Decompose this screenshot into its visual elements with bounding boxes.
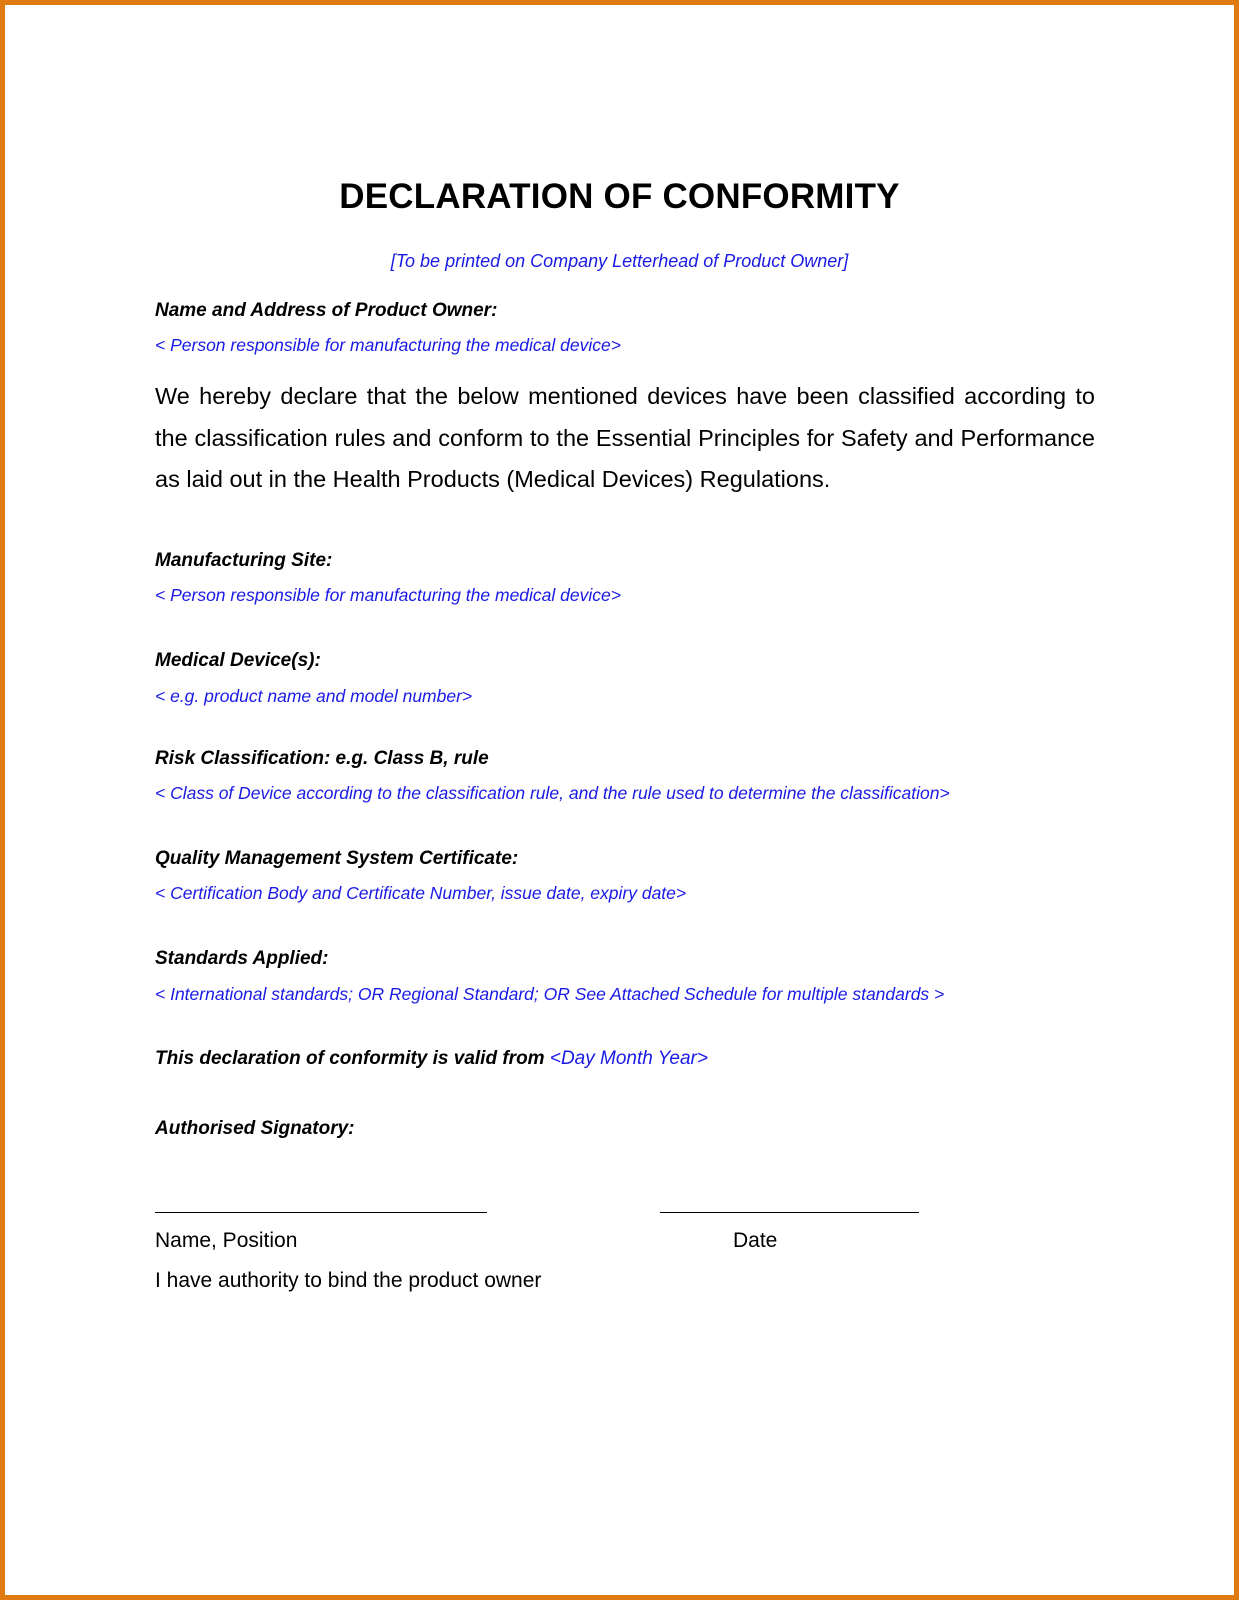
product-owner-hint: < Person responsible for manufacturing the medical device> <box>155 335 621 355</box>
medical-devices-hint: < e.g. product name and model number> <box>155 686 473 706</box>
product-owner-label: Name and Address of Product Owner: <box>155 300 498 321</box>
letterhead-note: [To be printed on Company Letterhead of Product Owner] <box>390 251 849 271</box>
standards-applied-hint: < International standards; OR Regional Standard; OR See Attached Schedule for multiple standards > <box>155 984 945 1004</box>
qms-certificate-label: Quality Management System Certificate: <box>155 848 519 869</box>
signature-line <box>155 1212 487 1213</box>
name-position-caption: Name, Position <box>155 1229 298 1252</box>
validity-date-placeholder: <Day Month Year> <box>549 1048 708 1069</box>
risk-classification-label: Risk Classification: e.g. Class B, rule <box>155 748 489 769</box>
standards-applied-label: Standards Applied: <box>155 948 329 969</box>
date-line <box>660 1212 919 1213</box>
validity-line <box>155 1048 708 1070</box>
manufacturing-site-hint: < Person responsible for manufacturing the medical device> <box>155 585 621 605</box>
risk-classification-hint: < Class of Device according to the classification rule, and the rule used to determine the classification> <box>155 783 950 803</box>
manufacturing-site-label: Manufacturing Site: <box>155 550 333 571</box>
qms-certificate-hint: < Certification Body and Certificate Number, issue date, expiry date> <box>155 883 687 903</box>
document-title: DECLARATION OF CONFORMITY <box>339 177 900 216</box>
authority-statement: I have authority to bind the product owner <box>155 1269 542 1292</box>
validity-label: This declaration of conformity is valid from <box>155 1048 545 1069</box>
medical-devices-label: Medical Device(s): <box>155 650 321 671</box>
authorised-signatory-label: Authorised Signatory: <box>155 1118 355 1139</box>
declaration-paragraph: We hereby declare that the below mentioned devices have been classified according to the classification rules and conform to the Essential Principles for Safety and Performance as laid out in the Health Products (Medical Devices) Regulations. <box>155 383 1095 492</box>
date-caption: Date <box>733 1229 778 1252</box>
